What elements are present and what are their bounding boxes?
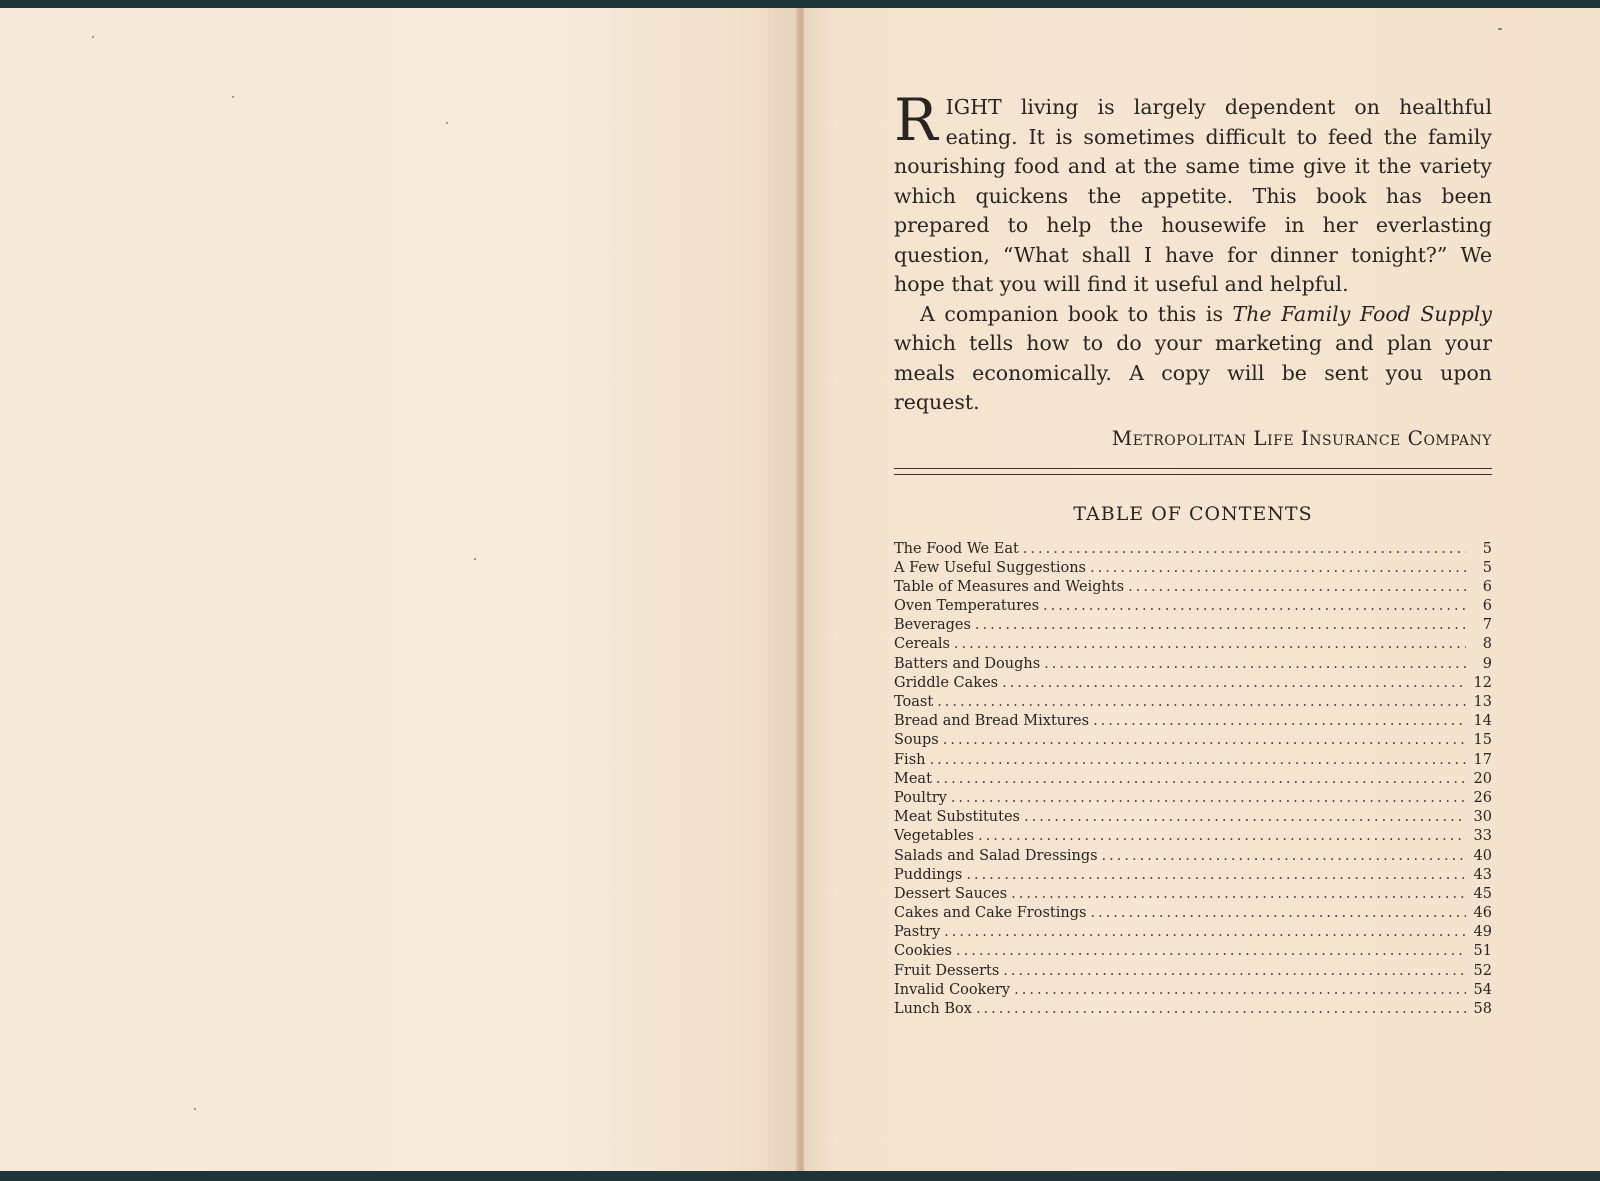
toc-leader-dots [937, 694, 1466, 710]
toc-entry [894, 579, 1492, 598]
toc-entry-page: 14 [1473, 713, 1492, 730]
right-page-content [894, 86, 1492, 1020]
toc-entry-label: Bread and Bread Mixtures [894, 713, 1090, 730]
toc-entry-page: 12 [1473, 674, 1492, 691]
toc-entry-label: Cereals [894, 636, 950, 653]
toc-entry-label: Cakes and Cake Frostings [894, 905, 1087, 922]
toc-leader-dots [1003, 963, 1466, 979]
toc-leader-dots [1090, 905, 1466, 921]
toc-entry-label: Salads and Salad Dressings [894, 847, 1098, 864]
toc-entry [894, 713, 1492, 732]
toc-leader-dots [1090, 560, 1466, 576]
toc-entry-page: 8 [1482, 636, 1492, 653]
toc-entry-label: Oven Temperatures [894, 598, 1040, 615]
toc-leader-dots [951, 790, 1466, 806]
companion-text-after: which tells how to do your marketing and plan your meals economically. A copy will be sent you upon request. [894, 331, 1492, 414]
toc-entry-page: 52 [1473, 962, 1492, 979]
toc-leader-dots [936, 771, 1466, 787]
companion-paragraph [894, 300, 1492, 418]
toc-leader-dots [975, 617, 1466, 633]
toc-entry-page: 15 [1473, 732, 1492, 749]
toc-leader-dots [956, 943, 1466, 959]
toc-entry-page: 54 [1473, 981, 1492, 998]
toc-entry-page: 40 [1473, 847, 1492, 864]
paper-speck [1498, 28, 1502, 30]
toc-entry-label: Cookies [894, 943, 952, 960]
toc-entry-label: Table of Measures and Weights [894, 578, 1125, 595]
toc-entry-label: Meat [894, 770, 932, 787]
toc-entry-page: 30 [1473, 809, 1492, 826]
toc-entry [894, 905, 1492, 924]
toc-entry-page: 5 [1482, 559, 1492, 576]
toc-entry-label: Dessert Sauces [894, 885, 1008, 902]
toc-entry-page: 6 [1482, 598, 1492, 615]
toc-entry [894, 541, 1492, 560]
toc-entry-label: The Food We Eat [894, 540, 1019, 557]
toc-entry-label: Fruit Desserts [894, 962, 1000, 979]
toc-title: TABLE OF CONTENTS [1073, 502, 1313, 525]
toc-entry-page: 43 [1473, 866, 1492, 883]
toc-entry [894, 790, 1492, 809]
toc-entry-label: Toast [894, 694, 934, 710]
toc-entry-page: 7 [1482, 617, 1492, 634]
toc-entry-page: 45 [1473, 885, 1492, 902]
toc-entry [894, 924, 1492, 943]
toc-leader-dots [943, 732, 1466, 748]
toc-entry-label: Fish [894, 751, 926, 768]
toc-leader-dots [1128, 579, 1466, 595]
toc-leader-dots [978, 828, 1466, 844]
toc-entry-page: 51 [1473, 943, 1492, 960]
toc-entry [894, 675, 1492, 694]
toc-entry-page: 49 [1473, 924, 1492, 941]
toc-leader-dots [1023, 541, 1466, 557]
left-page [0, 8, 798, 1171]
paper-speck [194, 1108, 196, 1110]
toc-entry-label: Vegetables [894, 828, 974, 845]
toc-entry-label: Pastry [894, 924, 941, 941]
intro-first-word-rest: IGHT [945, 95, 1002, 119]
toc-leader-dots [1014, 982, 1466, 998]
toc-entry-label: Beverages [894, 617, 971, 634]
toc-entry-page: 26 [1473, 789, 1492, 806]
toc-leader-dots [1024, 809, 1466, 825]
toc-entry-page: 6 [1482, 578, 1492, 595]
toc-entry-page: 33 [1473, 828, 1492, 845]
double-rule-divider [894, 468, 1492, 475]
toc-entry-label: Griddle Cakes [894, 674, 999, 691]
toc-entry [894, 963, 1492, 982]
toc-leader-dots [1044, 656, 1466, 672]
toc-entry-page: 17 [1473, 751, 1492, 768]
toc-entry-page: 20 [1473, 770, 1492, 787]
toc-entry-label: Invalid Cookery [894, 981, 1011, 998]
toc-entry [894, 752, 1492, 771]
toc-leader-dots [944, 924, 1466, 940]
toc-entry-label: Soups [894, 732, 939, 749]
toc-entry [894, 1001, 1492, 1020]
toc-entry-label: A Few Useful Suggestions [894, 559, 1086, 576]
toc-entry-page: 9 [1482, 655, 1492, 672]
toc-leader-dots [1011, 886, 1466, 902]
toc-leader-dots [976, 1001, 1466, 1017]
toc-entry-label: Lunch Box [894, 1001, 972, 1017]
toc-entry-page: 13 [1473, 694, 1492, 710]
paper-speck [474, 558, 476, 560]
toc-leader-dots [929, 752, 1466, 768]
toc-entry-page: 46 [1473, 905, 1492, 922]
toc-leader-dots [1002, 675, 1466, 691]
company-signature: Metropolitan Life Insurance Company [1111, 425, 1492, 450]
toc-entry [894, 771, 1492, 790]
toc-list [894, 541, 1492, 1021]
toc-entry [894, 943, 1492, 962]
paper-speck [232, 96, 234, 98]
toc-entry [894, 848, 1492, 867]
toc-entry [894, 617, 1492, 636]
toc-entry [894, 598, 1492, 617]
toc-entry-label: Batters and Doughs [894, 655, 1041, 672]
toc-leader-dots [1043, 598, 1466, 614]
toc-entry-label: Poultry [894, 789, 947, 806]
drop-cap: R [894, 86, 938, 154]
toc-entry-page: 5 [1482, 540, 1492, 557]
paper-speck [446, 122, 448, 124]
companion-text-before: A companion book to this is [920, 301, 1233, 326]
toc-entry [894, 809, 1492, 828]
toc-leader-dots [966, 867, 1466, 883]
toc-entry [894, 828, 1492, 847]
toc-leader-dots [1093, 713, 1466, 729]
toc-entry [894, 636, 1492, 655]
intro-text: living is largely dependent on healthful eating. It is sometimes difficult to feed the family nourishing food and at the same time give it the variety which quickens the appetite. This book has been prepared to help the housewife in her everlasting question, “What shall I have for dinner tonight?” We hope that you will find it useful and helpful. [894, 95, 1492, 296]
toc-leader-dots [1102, 848, 1466, 864]
toc-entry [894, 982, 1492, 1001]
paper-speck [92, 36, 94, 38]
toc-entry [894, 560, 1492, 579]
toc-entry-page: 58 [1473, 1001, 1492, 1017]
toc-entry [894, 732, 1492, 751]
toc-entry-label: Puddings [894, 866, 963, 883]
intro-paragraph [894, 86, 1492, 300]
toc-entry [894, 694, 1492, 713]
toc-entry [894, 886, 1492, 905]
toc-entry [894, 867, 1492, 886]
companion-book-title: The Family Food Supply [1232, 301, 1492, 326]
toc-entry-label: Meat Substitutes [894, 809, 1020, 826]
toc-leader-dots [954, 636, 1466, 652]
toc-entry [894, 656, 1492, 675]
